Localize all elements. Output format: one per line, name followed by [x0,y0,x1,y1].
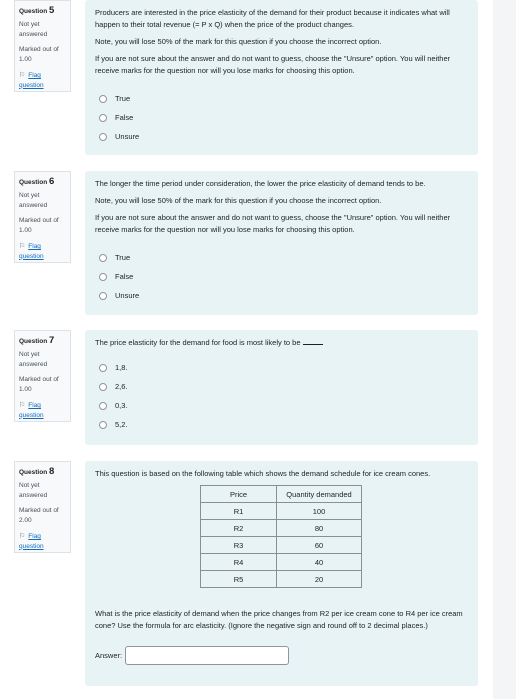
answer-label: Answer: [95,651,123,660]
question-grade: Marked out of 1.00 [19,376,59,393]
answer-options [95,358,468,434]
table-row [201,503,362,520]
question-text [95,337,468,349]
answer-option-c[interactable]: 0,3. [99,396,468,415]
question-paragraph: Producers are interested in the price elasticity of the demand for their product because it indicates what will happen to their total revenue (= P x Q) when the price of the product changes. [95,8,450,29]
question-paragraph: If you are not sure about the answer and do not want to guess, choose the "Unsure" option. You will neither receive marks for the question nor will you lose marks for choosing this option. [95,54,451,75]
question-number: Question 8 [19,466,55,477]
question-grade: Marked out of 1.00 [19,46,59,63]
radio-button[interactable] [99,402,107,410]
flag-icon: ⚐ [19,243,26,250]
answer-input[interactable] [125,646,289,665]
answer-option-unsure[interactable]: Unsure [99,286,468,305]
table-header-row [201,486,362,503]
answer-option-a[interactable]: 1,8. [99,358,468,377]
table-row [201,520,362,537]
table-row [201,571,362,588]
radio-button[interactable] [99,383,107,391]
question-number: Question 6 [19,176,55,187]
table-cell: 60 [277,537,362,554]
table-cell: R2 [201,520,277,537]
radio-button[interactable] [99,95,107,103]
radio-button[interactable] [99,364,107,372]
question-content [85,171,478,315]
question-number: Question 5 [19,5,55,16]
question-state: Not yet answered [19,21,48,38]
radio-button[interactable] [99,114,107,122]
table-cell: 20 [277,571,362,588]
question-content [85,330,478,445]
answer-blank [303,344,323,345]
question-state: Not yet answered [19,482,48,499]
question-paragraph: What is the price elasticity of demand when the price changes from R2 per ice cream cone to R4 per ice cream cone? Use the formula for arc elasticity. (Ignore the negative sign and round off to 2 decimal places.) [95,609,463,630]
table-cell: R1 [201,503,277,520]
flag-question-link[interactable]: ⚐ Flag question [19,402,44,419]
question-paragraph: If you are not sure about the answer and do not want to guess, choose the "Unsure" option. You will neither receive marks for the question nor will you lose marks for choosing this option. [95,213,451,234]
table-cell: 40 [277,554,362,571]
answer-option-false[interactable]: False [99,267,468,286]
answer-option-true[interactable]: True [99,89,468,108]
answer-row [95,646,468,665]
table-header: Price [201,486,277,503]
question-text [95,7,468,77]
answer-option-unsure[interactable]: Unsure [99,127,468,146]
radio-button[interactable] [99,421,107,429]
table-cell: 80 [277,520,362,537]
question-paragraph: Note, you will lose 50% of the mark for this question if you choose the incorrect option. [95,37,382,46]
question-intro: This question is based on the following table which shows the demand schedule for ice cream cones. [95,469,431,478]
question-info [14,461,71,553]
flag-icon: ⚐ [19,402,26,409]
question-state: Not yet answered [19,351,48,368]
table-cell: R5 [201,571,277,588]
answer-option-false[interactable]: False [99,108,468,127]
demand-schedule-table [200,485,362,588]
question-text [95,178,468,236]
flag-question-link[interactable]: ⚐ Flag question [19,72,44,89]
flag-question-link[interactable]: ⚐ Flag question [19,533,44,550]
table-row [201,537,362,554]
question-text [95,468,468,480]
answer-options [95,248,468,305]
answer-options [95,89,468,146]
question-grade: Marked out of 1.00 [19,217,59,234]
question-info [14,0,71,92]
question-paragraph: The longer the time period under consideration, the lower the price elasticity of demand tends to be. [95,179,426,188]
table-cell: R3 [201,537,277,554]
answer-option-d[interactable]: 5,2. [99,415,468,434]
question-grade: Marked out of 2.00 [19,507,59,524]
table-row [201,554,362,571]
table-cell: 100 [277,503,362,520]
radio-button[interactable] [99,254,107,262]
flag-question-link[interactable]: ⚐ Flag question [19,243,44,260]
flag-icon: ⚐ [19,533,26,540]
table-cell: R4 [201,554,277,571]
question-paragraph: The price elasticity for the demand for food is most likely to be [95,337,468,349]
table-header: Quantity demanded [277,486,362,503]
radio-button[interactable] [99,133,107,141]
answer-option-b[interactable]: 2,6. [99,377,468,396]
question-info [14,171,71,263]
question-info [14,330,71,422]
question-state: Not yet answered [19,192,48,209]
radio-button[interactable] [99,273,107,281]
flag-icon: ⚐ [19,72,26,79]
question-content [85,0,478,155]
question-content [85,461,478,686]
answer-option-true[interactable]: True [99,248,468,267]
radio-button[interactable] [99,292,107,300]
right-side-panel [493,0,516,699]
question-number: Question 7 [19,335,55,346]
question-paragraph: Note, you will lose 50% of the mark for this question if you choose the incorrect option. [95,196,382,205]
question-prompt [95,608,468,632]
